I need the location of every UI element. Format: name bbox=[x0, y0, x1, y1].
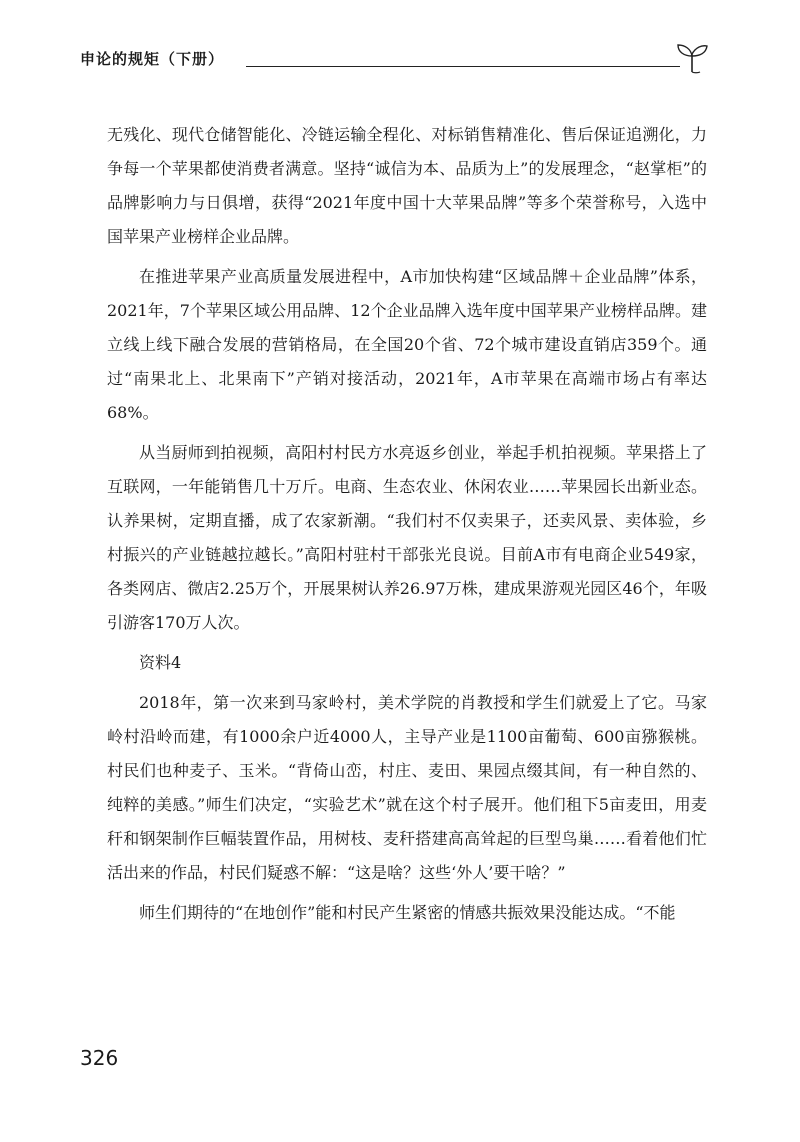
book-title: 申论的规矩（下册） bbox=[80, 50, 225, 68]
running-header bbox=[80, 40, 720, 80]
header-rule bbox=[246, 66, 680, 67]
sprout-icon bbox=[674, 42, 710, 74]
paragraph: 师生们期待的“在地创作”能和村民产生紧密的情感共振效果没能达成。“不能 bbox=[139, 903, 676, 922]
paragraph: 从当厨师到拍视频，高阳村村民方水亮返乡创业，举起手机拍视频。苹果搭上了互联网，一年能销售几十万斤。电商、生态农业、休闲农业……苹果园长出新业态。认养果树，定期直播，成了农家新潮。“我们村不仅卖果子，还卖风景、卖体验，乡村振兴的产业链越拉越长。”高阳村驻村干部张光良说。目前A市有电商企业549家，各类网店、微店2.25万个，开展果树认养26.97万株，建成果游观光园区46个，年吸引游客170万人次。 bbox=[107, 443, 707, 632]
section-heading: 资料4 bbox=[139, 653, 182, 672]
paragraph-continued: 无残化、现代仓储智能化、冷链运输全程化、对标销售精准化、售后保证追溯化，力争每一个苹果都使消费者满意。坚持“诚信为本、品质为上”的发展理念，“赵掌柜”的品牌影响力与日俱增，获得“2021年度中国十大苹果品牌”等多个荣誉称号，入选中国苹果产业榜样企业品牌。 bbox=[107, 125, 707, 246]
paragraph: 2018年，第一次来到马家岭村，美术学院的肖教授和学生们就爱上了它。马家岭村沿岭而建，有1000余户近4000人，主导产业是1100亩葡萄、600亩猕猴桃。村民们也种麦子、玉米。“背倚山峦，村庄、麦田、果园点缀其间，有一种自然的、纯粹的美感。”师生们决定，“实验艺术”就在这个村子展开。他们租下5亩麦田，用麦秆和钢架制作巨幅装置作品，用树枝、麦秆搭建高高耸起的巨型鸟巢……看着他们忙活出来的作品，村民们疑惑不解：“这是啥？这些‘外人’要干啥？” bbox=[107, 693, 707, 882]
page-number: 326 bbox=[80, 1046, 119, 1070]
body-text bbox=[107, 118, 707, 936]
paragraph: 在推进苹果产业高质量发展进程中，A市加快构建“区域品牌＋企业品牌”体系，2021年，7个苹果区域公用品牌、12个企业品牌入选年度中国苹果产业榜样品牌。建立线上线下融合发展的营销格局，在全国20个省、72个城市建设直销店359个。通过“南果北上、北果南下”产销对接活动，2021年，A市苹果在高端市场占有率达68%。 bbox=[107, 267, 707, 422]
